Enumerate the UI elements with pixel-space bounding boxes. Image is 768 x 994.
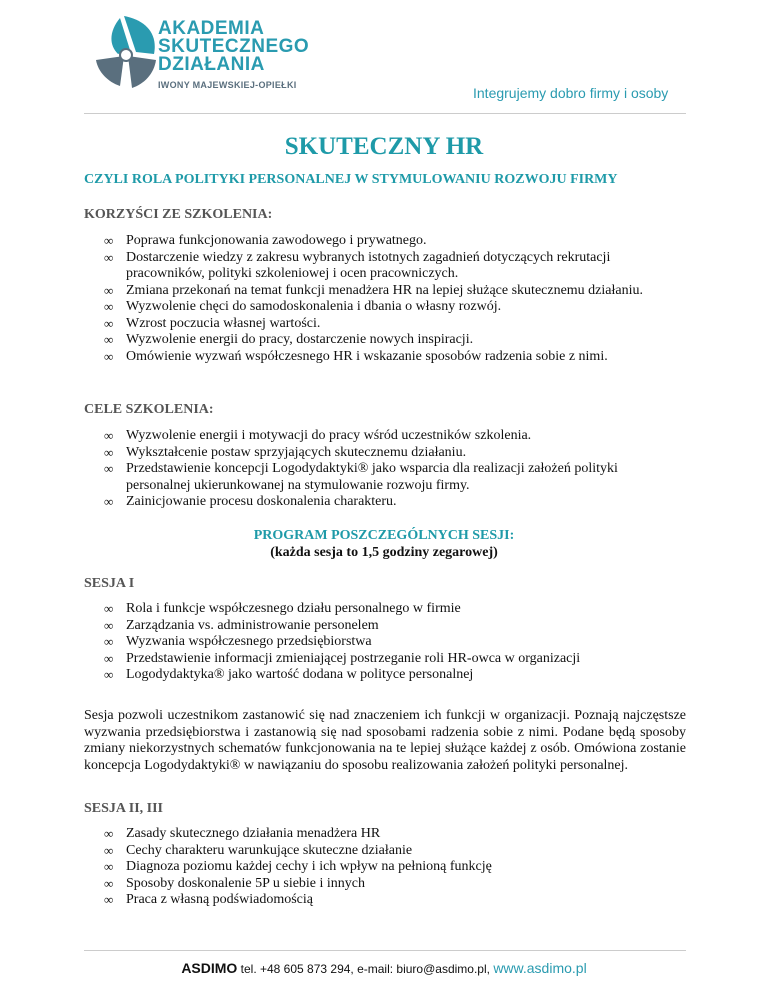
website-link[interactable]: www.asdimo.pl: [493, 960, 587, 976]
program-note: (każda sesja to 1,5 godziny zegarowej): [270, 545, 498, 560]
header-divider: [84, 113, 686, 114]
list-item: ∞ Zasady skutecznego działania menadżera HR: [104, 826, 684, 843]
list-item: ∞ Wyzwolenie energii i motywacji do pracy wśród uczestników szkolenia.: [104, 428, 684, 445]
list-item: ∞ Zainicjowanie procesu doskonalenia charakteru.: [104, 494, 684, 511]
document-subtitle: CZYLI ROLA POLITYKI PERSONALNEJ W STYMULOWANIU ROZWOJU FIRMY: [84, 172, 618, 187]
list-item: ∞ Diagnoza poziomu każdej cechy i ich wpływ na pełnioną funkcję: [104, 859, 684, 876]
list-item: ∞ Cechy charakteru warunkujące skuteczne działanie: [104, 843, 684, 860]
logo-wordmark: AKADEMIA SKUTECZNEGO DZIAŁANIA: [158, 18, 310, 75]
footer-divider: [84, 950, 686, 951]
korzysci-list: [104, 233, 684, 365]
cele-heading: CELE SZKOLENIA:: [84, 402, 214, 417]
list-item: ∞ Wyzwania współczesnego przedsiębiorstwa: [104, 634, 684, 651]
list-item: ∞ Wyzwolenie chęci do samodoskonalenia i dbania o własny rozwój.: [104, 299, 684, 316]
list-item: ∞ Rola i funkcje współczesnego działu personalnego w firmie: [104, 601, 684, 618]
list-item: ∞ Wzrost poczucia własnej wartości.: [104, 316, 684, 333]
list-item: ∞ Praca z własną podświadomością: [104, 892, 684, 909]
footer: [0, 960, 768, 976]
logo-subtitle: IWONY MAJEWSKIEJ-OPIEŁKI: [158, 80, 297, 90]
list-item: ∞ Wyzwolenie energii do pracy, dostarczenie nowych inspiracji.: [104, 332, 684, 349]
list-item: ∞ Logodydaktyka® jako wartość dodana w polityce personalnej: [104, 667, 684, 684]
sesja23-list: [104, 826, 684, 909]
list-item: ∞ Przedstawienie informacji zmieniającej postrzeganie roli HR-owca w organizacji: [104, 651, 684, 668]
list-item: ∞ Dostarczenie wiedzy z zakresu wybranych istotnych zagadnień dotyczących rekrutacji pracowników, polityki szkoleniowej i ocen pracowniczych.: [104, 250, 684, 283]
sesja23-heading: SESJA II, III: [84, 801, 163, 816]
list-item: ∞ Zarządzania vs. administrowanie personelem: [104, 618, 684, 635]
program-heading: PROGRAM POSZCZEGÓLNYCH SESJI:: [253, 528, 515, 543]
cele-list: [104, 428, 684, 511]
tagline: Integrujemy dobro firmy i osoby: [473, 85, 669, 101]
korzysci-heading: KORZYŚCI ZE SZKOLENIA:: [84, 207, 273, 222]
list-item: ∞ Omówienie wyzwań współczesnego HR i wskazanie sposobów radzenia sobie z nimi.: [104, 349, 684, 366]
document-title: SKUTECZNY HR: [284, 133, 484, 160]
list-item: ∞ Poprawa funkcjonowania zawodowego i prywatnego.: [104, 233, 684, 250]
sesja1-paragraph: Sesja pozwoli uczestnikom zastanowić się nad znaczeniem ich funkcji w organizacji. Poznają najczęstsze wyzwania przedsiębiorstwa i zastanowią się nad sposobami radzenia sobie z nimi. Podane będą sposoby zmiany niekorzystnych schematów funkcjonowania na te lepiej służące każdej z osób. Omówiona zostanie koncepcja Logodydaktyki® w nawiązaniu do sposobu realizowania założeń polityki personalnej.: [84, 708, 686, 773]
list-item: ∞ Przedstawienie koncepcji Logodydaktyki® jako wsparcia dla realizacji założeń polityki personalnej ukierunkowanej na stymulowanie rozwoju firmy.: [104, 461, 684, 494]
footer-brand: ASDIMO: [181, 960, 238, 976]
footer-contact: tel. +48 605 873 294, e-mail: biuro@asdimo.pl,: [237, 962, 494, 976]
list-item: ∞ Wykształcenie postaw sprzyjających skutecznemu działaniu.: [104, 445, 684, 462]
list-item: ∞ Zmiana przekonań na temat funkcji menadżera HR na lepiej służące skutecznemu działaniu.: [104, 283, 684, 300]
sesja1-heading: SESJA I: [84, 576, 135, 591]
list-item: ∞ Sposoby doskonalenie 5P u siebie i innych: [104, 876, 684, 893]
sesja1-list: [104, 601, 684, 684]
